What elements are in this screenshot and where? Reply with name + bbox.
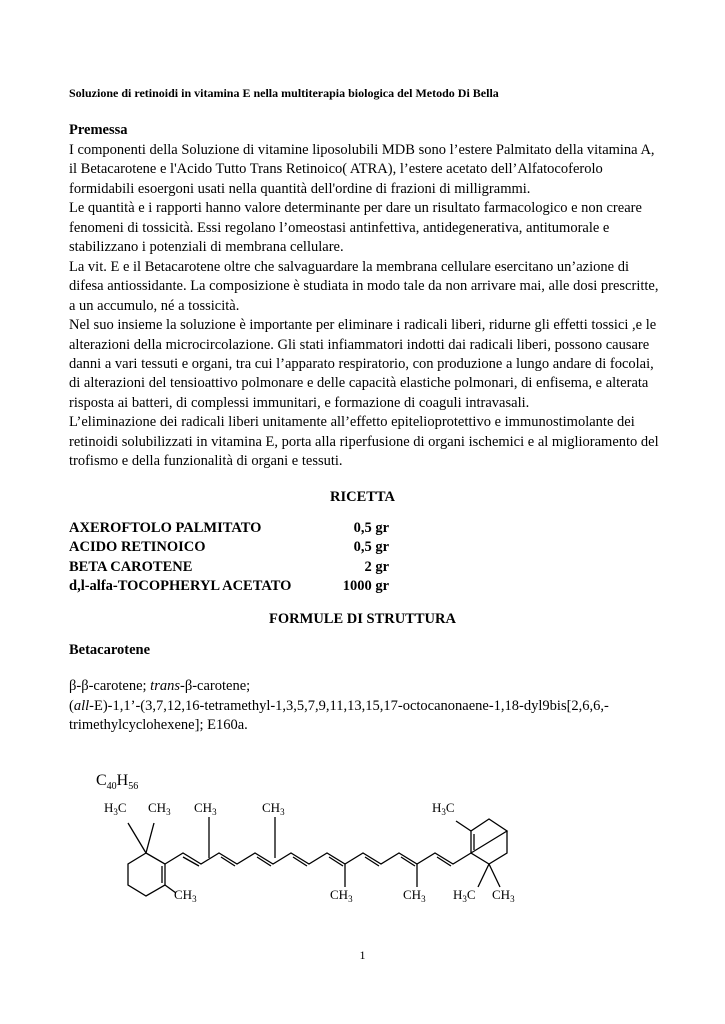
methyl-label: $CH_3$ [148,800,171,817]
methyl-label: $H_3C$ [104,800,127,817]
synonym-italic: trans [150,678,180,694]
compound-name: Betacarotene [69,642,151,658]
formula-element: H [116,772,129,789]
compound-synonyms [69,677,669,736]
molecular-formula [96,772,138,792]
methyl-label: $CH_3$ [194,800,217,817]
synonym-italic: all [73,697,90,714]
premessa-body [69,141,659,472]
premessa-paragraph: Nel suo insieme la soluzione è importante per eliminare i radicali liberi, ridurne gli effetti tossici ,e le alterazioni della microcircolazione. Gli stati infiammatori indotti dai radicali liberi, possono causare danni a vari tessuti e organi, tra cui l’apparato respiratorio, con produzione a lungo andare di focolai, di alterazioni del tensioattivo polmonare e delle capacità elastiche polmonari, di enfisema, e alterata risposta ai batteri, di complessi immunitari, e formazione di coaguli intravasali. [69,317,657,411]
premessa-paragraph: La vit. E e il Betacarotene oltre che salvaguardare la membrana cellulare esercitano un’azione di difesa antiossidante. La composizione è studiata in modo tale da non arrivare mai, alle dosi prescritte, a un accumulo, né a tossicità. [69,258,659,314]
premessa-paragraph: I componenti della Soluzione di vitamine liposolubili MDB sono l’estere Palmitato della vitamina A, il Betacarotene e l'Acido Tutto Trans Retinoico( ATRA), l’estere acetato dell’Alfatocoferolo formidabili esoergoni usati nella quantità dell'ordine di frazioni di milligrammi. [69,142,655,197]
page-number: 1 [359,948,366,962]
synonym-text: β-β-carotene; [69,678,151,694]
methyl-label: $H_3C$ [453,887,476,904]
recipe-quantity: 0,5 gr [353,539,389,556]
methyl-label: $CH_3$ [174,887,197,904]
methyl-label: $CH_3$ [492,887,515,904]
recipe-ingredient: AXEROFTOLO PALMITATO [69,520,262,536]
recipe-quantity: 0,5 gr [353,520,389,536]
premessa-heading: Premessa [69,122,128,138]
recipe-quantity: 1000 gr [342,578,389,595]
methyl-label: $H_3C$ [432,800,455,817]
methyl-label: $CH_3$ [262,800,285,817]
formula-element: C [96,772,107,789]
recipe-ingredient: BETA CAROTENE [69,558,193,575]
synonym-text: -β-carotene; [180,678,251,694]
synonym-text: -E)-1,1’-(3,7,12,16-tetramethyl-1,3,5,7,9,11,13,15,17-octocanonaene-1,18-dyl9bis[2,6,6,-trimethylcyclohexene]; E160a. [69,697,609,733]
recipe-ingredient: ACIDO RETINOICO [69,539,206,556]
methyl-label: $CH_3$ [403,887,426,904]
ricetta-heading: RICETTA [330,489,395,505]
premessa-paragraph: Le quantità e i rapporti hanno valore determinante per dare un risultato farmacologico e non creare fenomeni di tossicità. Essi regolano l’omeostasi antinfettiva, antidegenerativa, antitumorale e stabilizzano i potenziali di membrana cellulare. [69,200,642,256]
formule-heading: FORMULE DI STRUTTURA [269,611,456,627]
recipe-ingredient: d,l-alfa-TOCOPHERYL ACETATO [69,578,292,595]
document-title: Soluzione di retinoidi in vitamina E nella multiterapia biologica del Metodo Di Bella [69,86,499,100]
synonym-text: ( [69,697,74,714]
recipe-quantity: 2 gr [364,558,389,575]
methyl-label: $CH_3$ [330,887,353,904]
betacarotene-structure [90,795,530,915]
formula-count: 40 [106,781,117,793]
premessa-paragraph: L’eliminazione dei radicali liberi unitamente all’effetto epitelioprotettivo e immunostimolante dei retinoidi solubilizzati in vitamina E, porta alla riperfusione di organi ischemici e al miglioramento del trofismo e della funzionalità di organi e tessuti. [69,414,659,470]
formula-count: 56 [128,781,139,793]
structure-bonds [128,817,507,896]
